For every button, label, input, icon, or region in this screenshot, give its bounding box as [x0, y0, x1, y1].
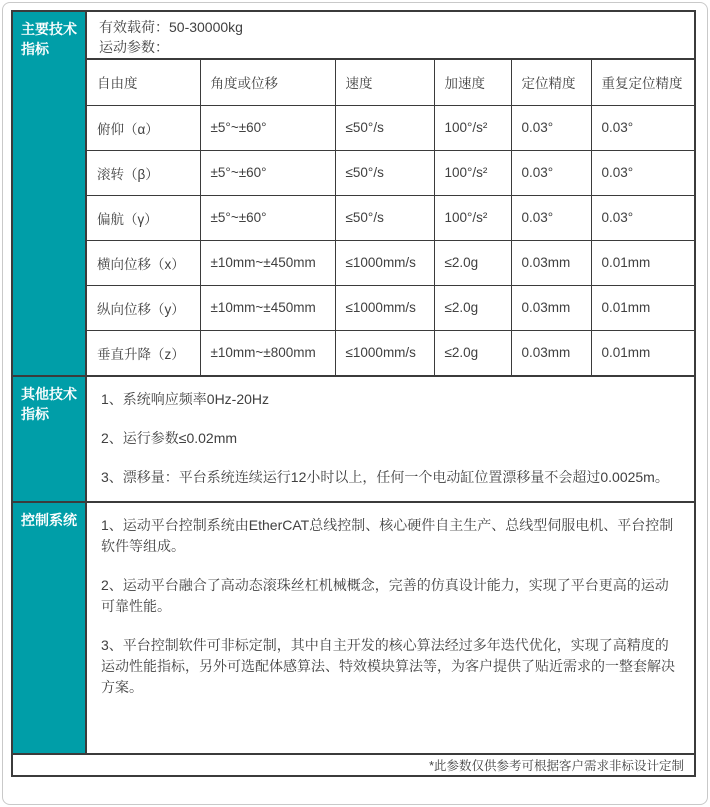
section-main-indicators: [13, 12, 694, 375]
cell: 0.03°: [591, 105, 694, 150]
section-other-indicators: [13, 375, 694, 501]
payload-line: 有效载荷：50-30000kg: [99, 19, 243, 35]
other-item-2: 2、运行参数≤0.02mm: [101, 430, 238, 446]
section-other-content: [87, 377, 694, 501]
table-row-vertical: [87, 330, 694, 375]
cell: 横向位移（x）: [87, 240, 200, 285]
cell: 0.01mm: [591, 330, 694, 375]
cell: 0.03mm: [511, 330, 591, 375]
table-row-yaw: [87, 195, 694, 240]
cell: ≤50°/s: [335, 105, 434, 150]
table-row-roll: [87, 150, 694, 195]
table-row-pitch: [87, 105, 694, 150]
other-item-1: 1、系统响应频率0Hz-20Hz: [101, 391, 270, 407]
footnote-row: [11, 755, 696, 777]
section-label-main: 主要技术指标: [13, 12, 87, 375]
cell: ±10mm~±450mm: [200, 285, 335, 330]
cell: 0.03mm: [511, 240, 591, 285]
cell: 0.03°: [511, 150, 591, 195]
header-acceleration: 加速度: [434, 60, 511, 105]
table-header-row: [87, 60, 694, 105]
table-row-lateral: [87, 240, 694, 285]
cell: 0.03°: [591, 195, 694, 240]
spec-document: [11, 10, 696, 777]
footnote-text: *此参数仅供参考可根据客户需求非标设计定制: [429, 759, 684, 773]
cell: 100°/s²: [434, 195, 511, 240]
header-positioning-accuracy: 定位精度: [511, 60, 591, 105]
cell: ≤1000mm/s: [335, 240, 434, 285]
cell: 100°/s²: [434, 105, 511, 150]
cell: 0.01mm: [591, 240, 694, 285]
header-dof: 自由度: [87, 60, 200, 105]
header-angle-displacement: 角度或位移: [200, 60, 335, 105]
section-main-content: [87, 12, 694, 375]
section-control-system: [13, 501, 694, 753]
cell: ±5°~±60°: [200, 195, 335, 240]
cell: 100°/s²: [434, 150, 511, 195]
cell: 0.03°: [511, 105, 591, 150]
cell: ±10mm~±800mm: [200, 330, 335, 375]
other-item-3: 3、漂移量：平台系统连续运行12小时以上，任何一个电动缸位置漂移量不会超过0.0025m。: [101, 469, 669, 485]
cell: ≤1000mm/s: [335, 330, 434, 375]
cell: ≤2.0g: [434, 285, 511, 330]
cell: ≤2.0g: [434, 330, 511, 375]
header-speed: 速度: [335, 60, 434, 105]
cell: ≤50°/s: [335, 150, 434, 195]
section-label-other: 其他技术指标: [13, 377, 87, 501]
cell: 0.03°: [591, 150, 694, 195]
cell: ±5°~±60°: [200, 105, 335, 150]
cell: 滚转（β）: [87, 150, 200, 195]
cell: 0.03°: [511, 195, 591, 240]
control-item-1: 1、运动平台控制系统由EtherCAT总线控制、核心硬件自主生产、总线型伺服电机、平台控制软件等组成。: [101, 517, 674, 554]
cell: 0.03mm: [511, 285, 591, 330]
cell: ±10mm~±450mm: [200, 240, 335, 285]
motion-params-line: 运动参数：: [99, 39, 169, 56]
table-row-longitudinal: [87, 285, 694, 330]
cell: ≤1000mm/s: [335, 285, 434, 330]
spec-main-box: [11, 10, 696, 755]
cell: 纵向位移（y）: [87, 285, 200, 330]
intro-block: [87, 12, 694, 60]
cell: ≤50°/s: [335, 195, 434, 240]
cell: 垂直升降（z）: [87, 330, 200, 375]
cell: 0.01mm: [591, 285, 694, 330]
cell: ≤2.0g: [434, 240, 511, 285]
control-item-2: 2、运动平台融合了高动态滚珠丝杠机械概念，完善的仿真设计能力，实现了平台更高的运动可靠性能。: [101, 577, 669, 614]
cell: 偏航（γ）: [87, 195, 200, 240]
control-item-3: 3、平台控制软件可非标定制，其中自主开发的核心算法经过多年迭代优化，实现了高精度的运动性能指标，另外可选配体感算法、特效模块算法等，为客户提供了贴近需求的一整套解决方案。: [101, 637, 675, 695]
header-repeat-accuracy: 重复定位精度: [591, 60, 694, 105]
cell: 俯仰（α）: [87, 105, 200, 150]
motion-spec-table: [87, 60, 694, 375]
section-control-content: [87, 503, 694, 753]
cell: ±5°~±60°: [200, 150, 335, 195]
section-label-control: 控制系统: [13, 503, 87, 753]
